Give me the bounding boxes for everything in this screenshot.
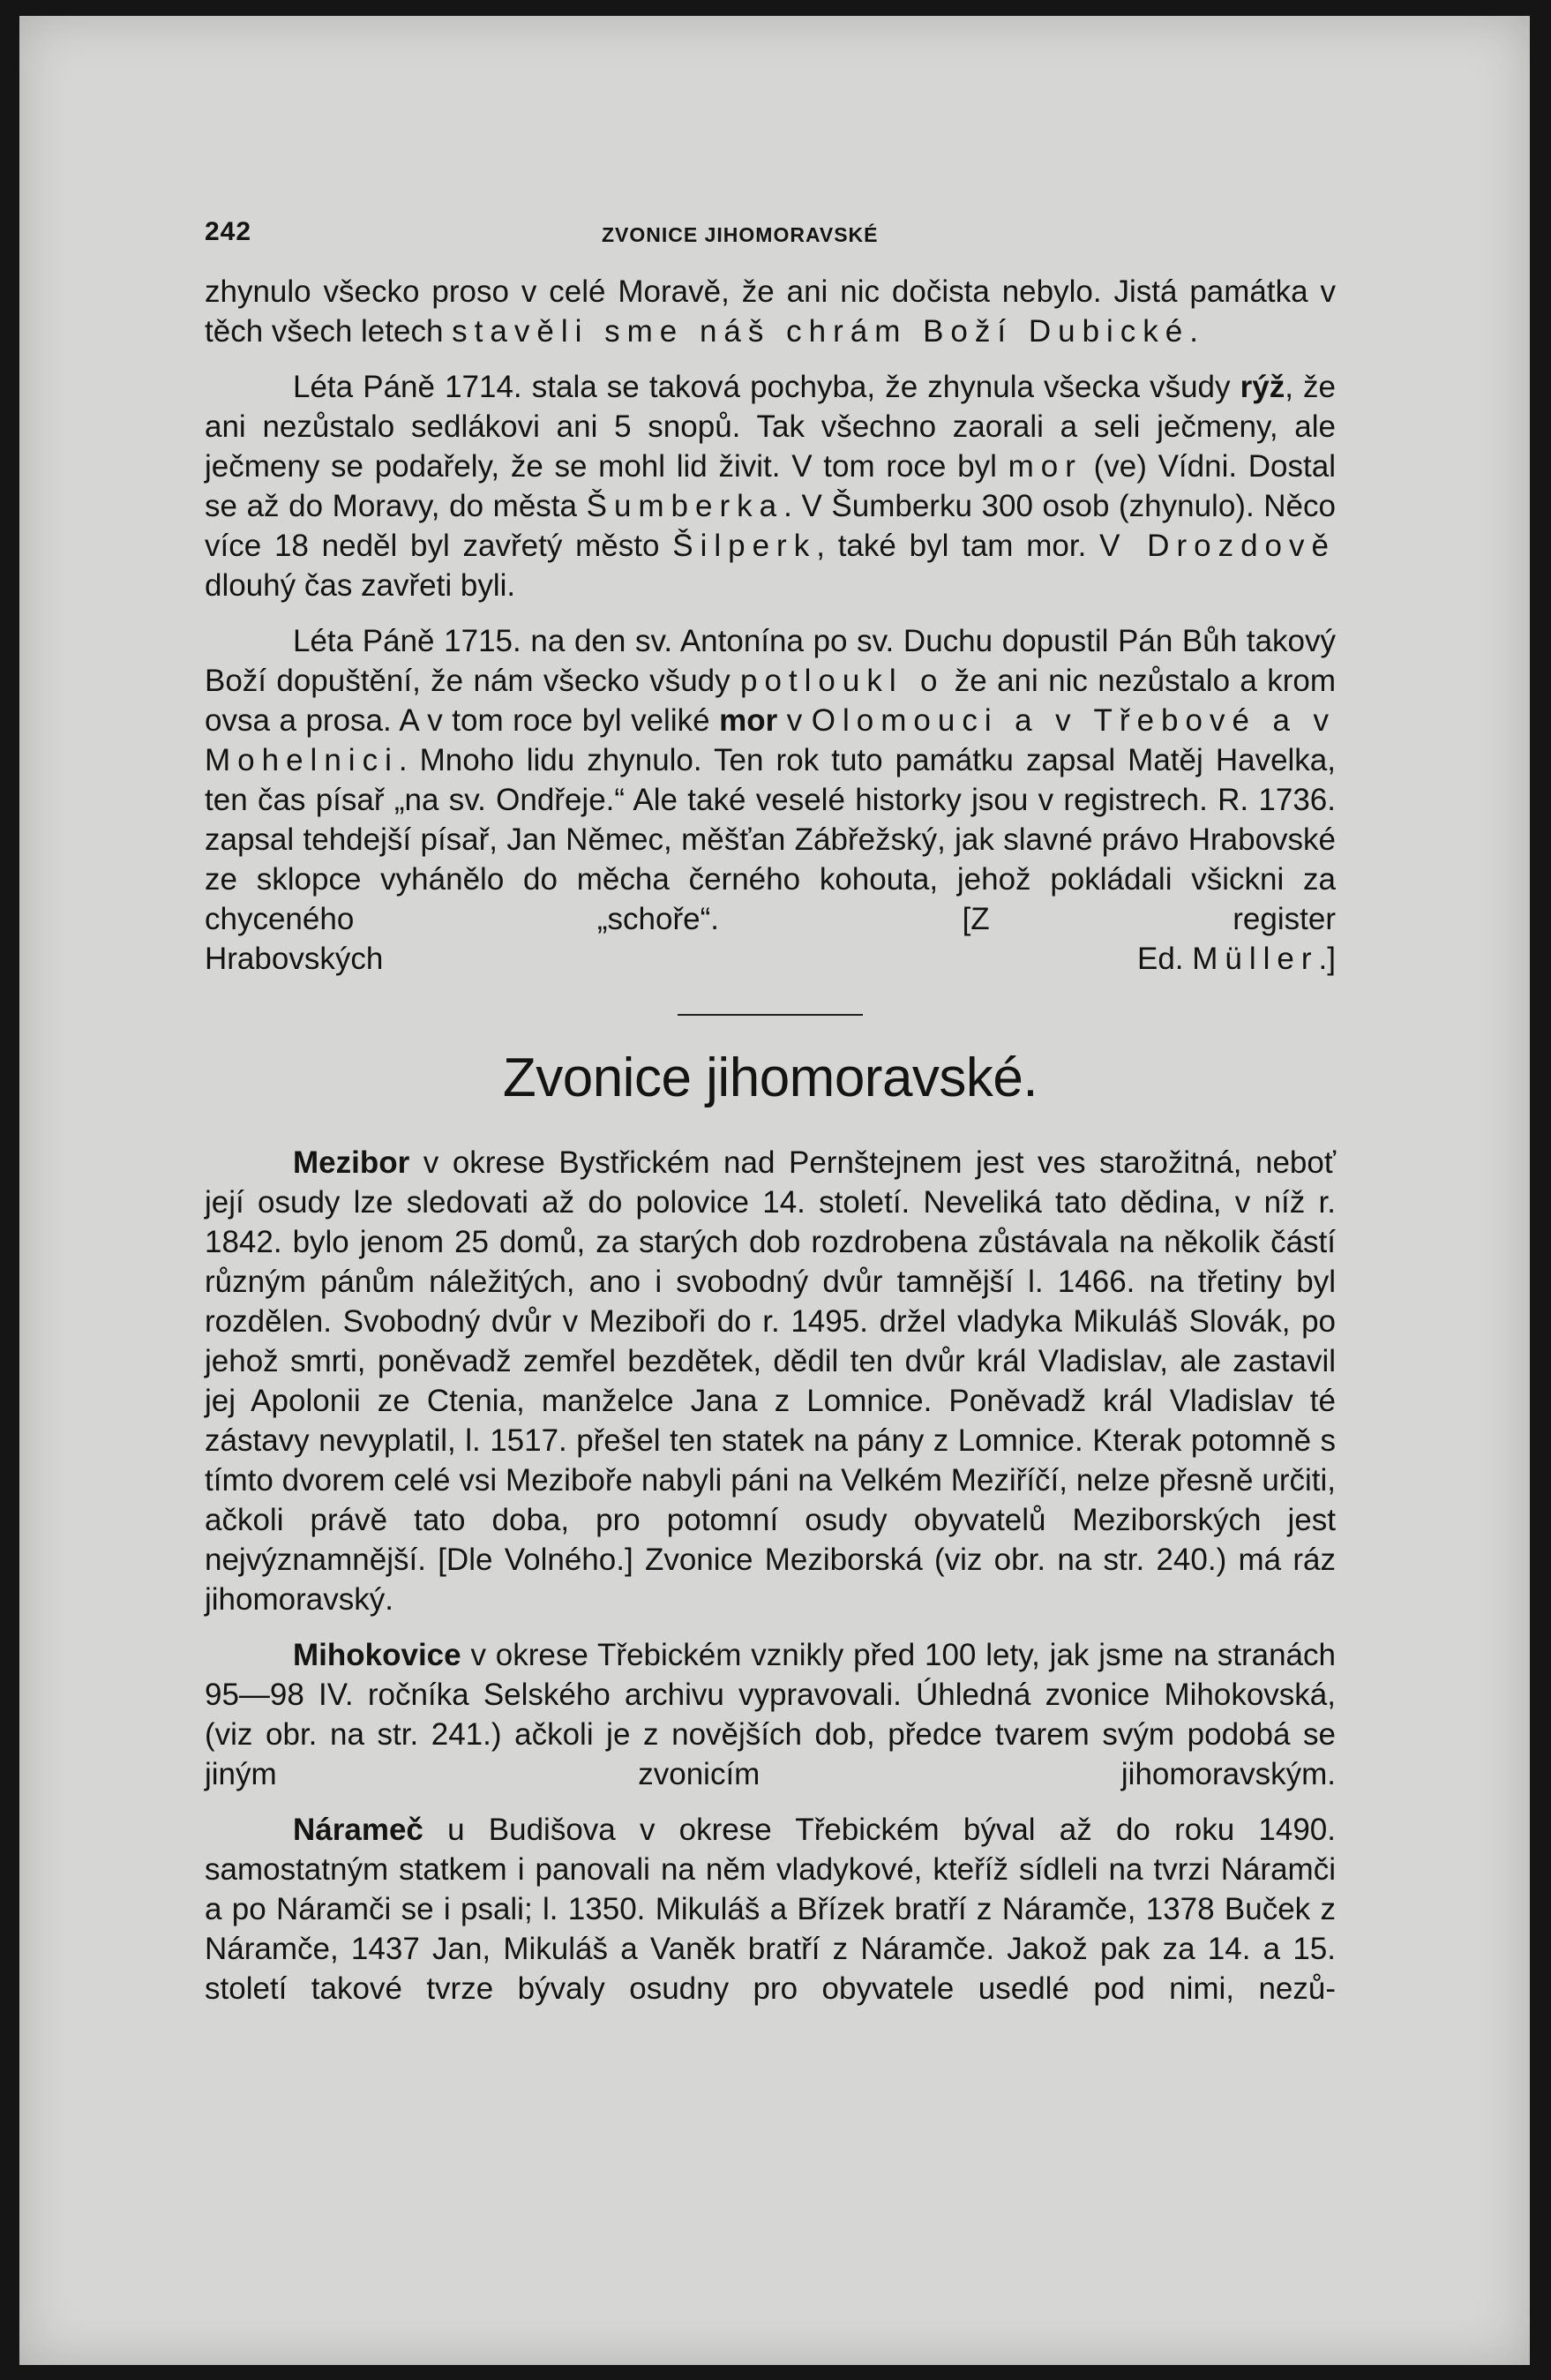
lead-word: Mezibor (293, 1145, 410, 1180)
text-block (205, 201, 1336, 2008)
spaced-text: potloukl o (739, 664, 945, 698)
spaced-text: Olomouci a v Třebové a v Mohelnici (205, 703, 1336, 777)
text-run: , také byl tam mor. (816, 529, 1087, 563)
spaced-text: stavěli sme náš chrám Boží Dubické. (452, 314, 1205, 349)
text-run: Léta Páně 1715. na den sv. Antonína po sv. Duchu dopustil Pán Bůh takový Boží dopuštění, že nám všecko všudy (205, 624, 1336, 698)
text-run: . Mnoho lidu zhynulo. Ten rok tuto památku zapsal Matěj Havelka, ten čas písař „na sv. Ondřeje.“ Ale také veselé historky jsou v registrech. R. 1736. zapsal tehdejší písař, Jan Němec, měšťan Zábřežský, jak slavné právo Hrabovské ze sklopce vyhánělo do měcha černého kohouta, jehož pokládali všickni za chyceného „schoře“. [Z register (205, 743, 1336, 936)
spaced-text: V Drozdově (1099, 529, 1336, 563)
paragraph-naramec (205, 1810, 1336, 2008)
text-run: že ani nic nezůstalo a krom ovsa a prosa. A v tom roce byl veliké (205, 664, 1336, 738)
text-run: u Budišova v okrese Třebickém býval až do roku 1490. samostatným statkem i panovali na něm vladykové, kteříž sídleli na tvrzi Náramči a po Náramči se i psali; l. 1350. Mikuláš a Břízek bratří z Náramče, 1378 Buček z Náramče, 1437 Jan, Mikuláš a Vaněk bratří z Náramče. Jakož pak za 14. a 15. století takové tvrze bývaly osudny pro obyvatele usedlé pod nimi, nezů- (205, 1813, 1336, 2006)
lead-word: Náramеč (293, 1813, 423, 1847)
text-run: . V Šumberku 300 osob (zhynulo). Něco více 18 neděl byl zavřetý město (205, 489, 1336, 563)
paragraph-mihokovice (205, 1635, 1336, 1794)
author-initial: Ed. (1136, 942, 1184, 976)
spaced-text: Šilperk (672, 529, 817, 563)
bold-text: rýž (1240, 370, 1285, 404)
text-run: v okrese Bystřickém nad Pernštejnem jest ves starožitná, neboť její osudy lze sledovati až do polovice 14. století. Neveliká tato dědina, v níž r. 1842. bylo jenom 25 domů, za starých dob rozdrobena zůstávala na několik částí různým pánům náležitých, ano i svobodný dvůr tamnější l. 1466. na třetiny byl rozdělen. Svobodný dvůr v Meziboři do r. 1495. držel vladyka Mikuláš Slovák, po jehož smrti, poněvadž zemřel bezdětek, dědil ten dvůr král Vladislav, ale zastavil jej Apolonii ze Ctenia, manželce Jana z Lomnice. Poněvadž král Vladislav té zástavy nevyplatil, l. 1517. přešel ten statek na pány z Lomnice. Kterak potomně s tímto dvorem celé vsi Meziboře nabyli páni na Velkém Meziříčí, nelze přesně určiti, ačkoli právě tato doba, pro potomní osudy obyvatelů Meziborských jest nejvýznamnější. [Dle Volného.] Zvonice Meziborská (viz obr. na str. 240.) má ráz jihomoravský. (205, 1145, 1336, 1617)
spaced-text: Šumberka (586, 489, 784, 523)
page-number: 242 (205, 217, 252, 246)
register-source: Hrabovských (205, 942, 384, 976)
running-head (205, 201, 1336, 254)
section-divider (678, 1014, 863, 1016)
text-run: Léta Páně 1714. stala se taková pochyba, že zhynula všecka všudy (293, 370, 1231, 404)
bold-text: mor (719, 703, 778, 738)
running-title: ZVONICE JIHOMORAVSKÉ (602, 223, 879, 246)
spaced-text: mor (1008, 449, 1083, 484)
author-name: Müller (1192, 942, 1319, 976)
signature-line (205, 939, 1336, 979)
paragraph-1714 (205, 367, 1336, 605)
author-signature (1137, 939, 1336, 979)
text-run: zhynulo všecko proso v celé Moravě, že ani nic dočista nebylo. Jistá památka v těch všech letech (205, 274, 1336, 349)
lead-word: Mihokovice (293, 1638, 461, 1672)
text-run: , že ani nezůstalo sedlákovi ani 5 snopů. Tak všechno zaorali a seli ječmeny, ale ječmeny se podařely, že se mohl lid živit. V tom roce byl (205, 370, 1336, 484)
book-page (19, 16, 1530, 2365)
text-run: v (786, 703, 803, 738)
paragraph-dubicke (205, 272, 1336, 351)
text-run: (ve) Vídni. Dostal se až do Moravy, do města (205, 449, 1336, 523)
section-title: Zvonice jihomoravské. (502, 1047, 1038, 1108)
paragraph-1715 (205, 621, 1336, 939)
paragraph-mezibor (205, 1143, 1336, 1619)
closing-bracket: .] (1318, 942, 1336, 976)
text-run: dlouhý čas zavřeti byli. (205, 568, 516, 603)
text-run: v okrese Třebickém vznikly před 100 lety, jak jsme na stranách 95—98 IV. ročníka Selského archivu vypravovali. Úhledná zvonice Mihokovská, (viz obr. na str. 241.) ačkoli je z novějších dob, předce tvarem svým podobá se jiným zvonicím jihomoravským. (205, 1638, 1336, 1791)
